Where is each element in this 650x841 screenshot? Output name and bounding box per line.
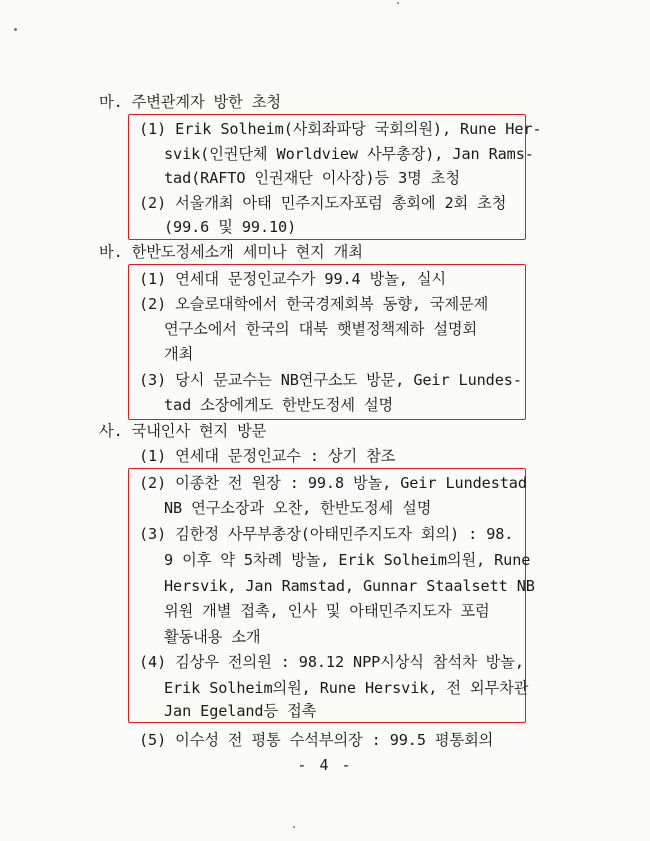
section-heading-sa: 사. 국내인사 현지 방문 [99, 422, 267, 440]
list-item-line: Erik Solheim의원, Rune Hersvik, 전 외무차관 [164, 679, 529, 697]
list-item-line: 위원 개별 접촉, 인사 및 아태민주지도자 포럼 [164, 602, 490, 620]
list-item-line: (99.6 및 99.10) [164, 218, 297, 236]
list-item-line: tad(RAFTO 인권재단 이사장)등 3명 초청 [164, 169, 460, 187]
list-item-line: (3) 당시 문교수는 NB연구소도 방문, Geir Lundes- [139, 371, 522, 389]
list-item-line: (1) Erik Solheim(사회좌파당 국회의원), Rune Her- [139, 120, 542, 138]
list-item-line: (2) 이종찬 전 원장 : 99.8 방놀, Geir Lundestad [139, 474, 527, 492]
list-item-line: Jan Egeland등 접촉 [164, 702, 317, 720]
list-item-line: (1) 연세대 문정인교수 : 상기 참조 [139, 447, 396, 465]
list-item-line: (1) 연세대 문정인교수가 99.4 방놀, 실시 [139, 270, 446, 288]
list-item-line: (3) 김한정 사무부총장(아태민주지도자 회의) : 98. [139, 525, 514, 543]
list-item-line: (2) 오슬로대학에서 한국경제회복 동향, 국제문제 [139, 295, 489, 313]
list-item-line: 연구소에서 한국의 대북 햇볕정책제하 설명회 [164, 320, 478, 338]
list-item-line: tad 소장에게도 한반도정세 설명 [164, 396, 394, 414]
list-item-line: (4) 김상우 전의원 : 98.12 NPP시상식 참석차 방놀, [139, 653, 524, 671]
section-heading-ba: 바. 한반도정세소개 세미나 현지 개최 [99, 243, 363, 261]
list-item-line: 활동내용 소개 [164, 628, 261, 646]
list-item-line: (5) 이수성 전 평통 수석부의장 : 99.5 평통회의 [139, 731, 494, 749]
scan-speck [14, 28, 17, 31]
scan-speck [293, 826, 295, 828]
list-item-line: NB 연구소장과 오찬, 한반도정세 설명 [164, 499, 432, 517]
list-item-line: 개최 [164, 345, 194, 363]
list-item-line: 9 이후 약 5차례 방놀, Erik Solheim의원, Rune [164, 551, 531, 569]
section-heading-ma: 마. 주변관계자 방한 초청 [99, 93, 281, 111]
list-item-line: svik(인권단체 Worldview 사무총장), Jan Rams- [164, 145, 534, 163]
list-item-line: (2) 서울개최 아태 민주지도자포럼 총회에 2회 초청 [139, 194, 507, 212]
scan-speck [397, 2, 399, 4]
list-item-line: Hersvik, Jan Ramstad, Gunnar Staalsett NB [164, 577, 535, 595]
page-number: - 4 - [297, 756, 353, 774]
